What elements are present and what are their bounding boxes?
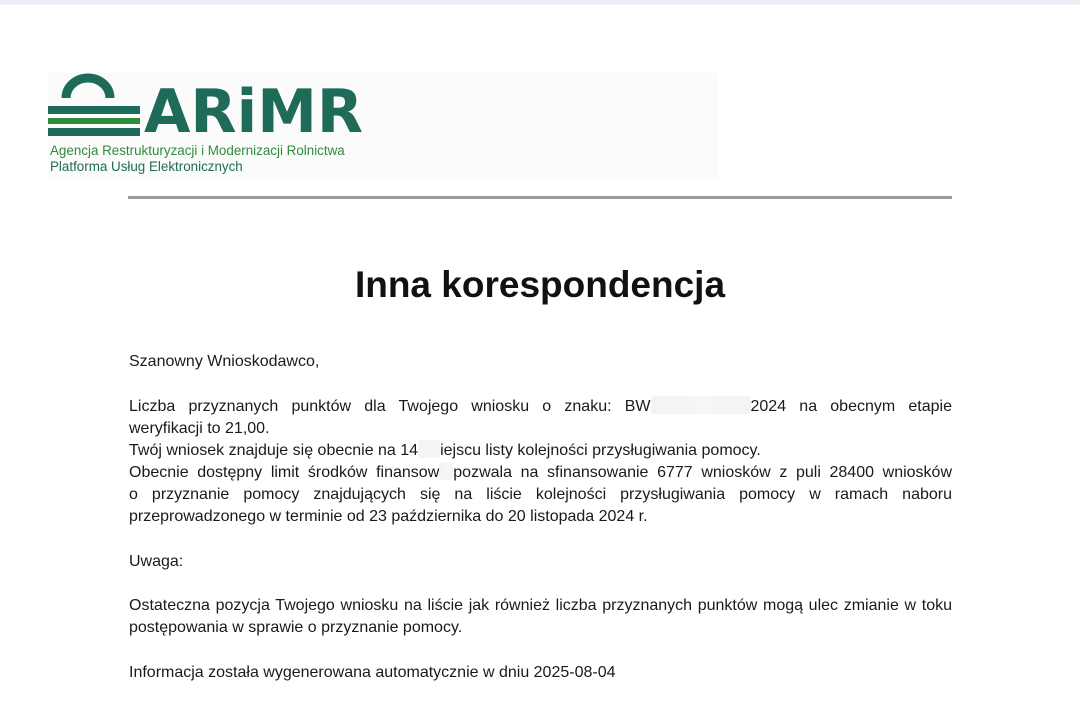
header-divider	[128, 196, 952, 199]
list-position-line	[129, 440, 952, 462]
arimr-emblem-icon	[48, 73, 148, 143]
redacted-position	[418, 440, 440, 458]
verification-line: weryfikacji to 21,00.	[129, 420, 270, 437]
list-position-end: iejscu listy kolejności przysługiwania pomocy.	[440, 442, 761, 459]
funding-line	[129, 462, 952, 484]
funding-text-start: Obecnie dostępny limit środków finansow	[129, 464, 440, 481]
note-text: Ostateczna pozycja Twojego wniosku na liście jak również liczba przyznanych punktów mogą ulec zmianie w toku postępowania w sprawie o przyznanie pomocy.	[129, 597, 952, 636]
points-text-start: Liczba przyznanych punktów dla Twojego wniosku o znaku: BW	[129, 398, 651, 415]
redacted-application-number	[651, 396, 751, 414]
points-line	[129, 396, 952, 418]
funding-text-end: pozwala na sfinansowanie 6777 wniosków z puli 28400 wniosków	[453, 464, 952, 481]
arimr-logo	[48, 73, 718, 178]
points-text-end: 2024 na obecnym etapie	[750, 398, 952, 415]
document-title: Inna korespondencja	[354, 264, 726, 305]
greeting: Szanowny Wnioskodawco,	[129, 353, 320, 370]
logo-agency-name: Agencja Restrukturyzacji i Modernizacji Rolnictwa	[50, 143, 345, 158]
note-label: Uwaga:	[129, 553, 184, 570]
logo-wordmark: ARiMR	[144, 77, 364, 147]
top-strip	[0, 0, 1080, 5]
redacted-funding	[439, 462, 453, 480]
funding-paragraph-rest: o przyznanie pomocy znajdujących się na liście kolejności przysługiwania pomocy w ramach naboru przeprowadzonego w terminie od 23 października do 20 listopada 2024 r.	[129, 486, 952, 525]
generated-info: Informacja została wygenerowana automatycznie w dniu 2025-08-04	[129, 664, 616, 681]
list-position-start: Twój wniosek znajduje się obecnie na 14	[129, 442, 419, 459]
logo-platform-name: Platforma Usług Elektronicznych	[50, 159, 243, 174]
